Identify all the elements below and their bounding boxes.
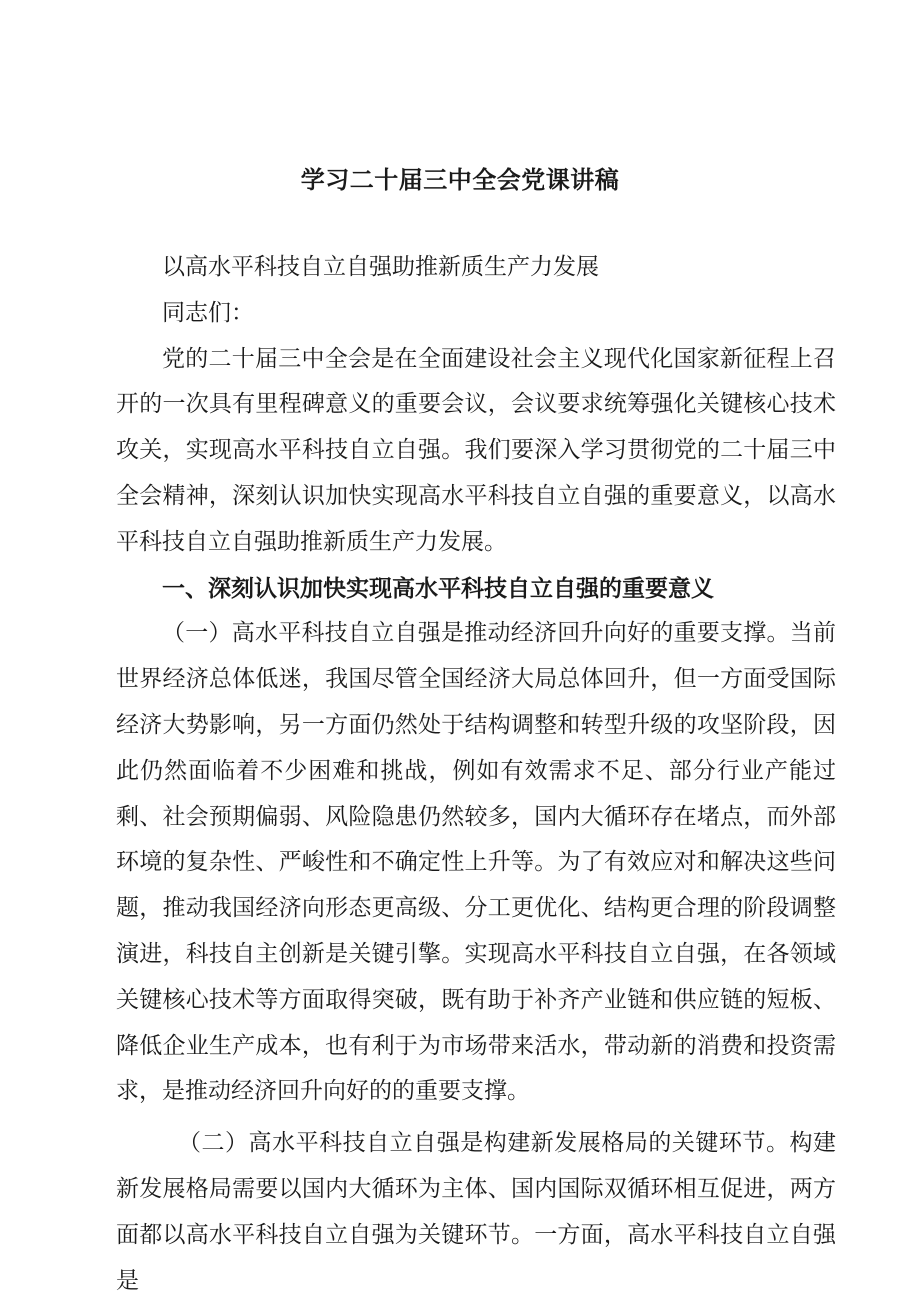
document-body	[116, 245, 836, 1304]
salutation: 同志们：	[162, 299, 254, 326]
document-title: 学习二十届三中全会党课讲稿	[300, 165, 620, 194]
document-subtitle: 以高水平科技自立自强助推新质生产力发展	[162, 254, 599, 280]
paragraph-1: （一）高水平科技自立自强是推动经济回升向好的重要支撑。当前世界经济总体低迷，我国尽管全国经济大局总体回升，但一方面受国际经济大势影响，另一方面仍然处于结构调整和转型升级的攻坚阶段，因此仍然面临着不少困难和挑战，例如有效需求不足、部分行业产能过剩、社会预期偏弱、风险隐患仍然较多，国内大循环存在堵点，而外部环境的复杂性、严峻性和不确定性上升等。为了有效应对和解决这些问题，推动我国经济向形态更高级、分工更优化、结构更合理的阶段调整演进，科技自主创新是关键引擎。实现高水平科技自立自强，在各领域关键核心技术等方面取得突破，既有助于补齐产业链和供应链的短板、降低企业生产成本，也有利于为市场带来活水，带动新的消费和投资需求，是推动经济回升向好的的重要支撑。	[116, 620, 836, 1105]
paragraph-2: （二）高水平科技自立自强是构建新发展格局的关键环节。构建新发展格局需要以国内大循环为主体、国内国际双循环相互促进，两方面都以高水平科技自立自强为关键环节。一方面，高水平科技自立自强是	[116, 1130, 836, 1294]
section-heading-1: 一、深刻认识加快实现高水平科技自立自强的重要意义	[162, 574, 714, 602]
intro-paragraph: 党的二十届三中全会是在全面建设社会主义现代化国家新征程上召开的一次具有里程碑意义的重要会议，会议要求统筹强化关键核心技术攻关，实现高水平科技自立自强。我们要深入学习贯彻党的二十届三中全会精神，深刻认识加快实现高水平科技自立自强的重要意义，以高水平科技自立自强助推新质生产力发展。	[116, 345, 836, 555]
